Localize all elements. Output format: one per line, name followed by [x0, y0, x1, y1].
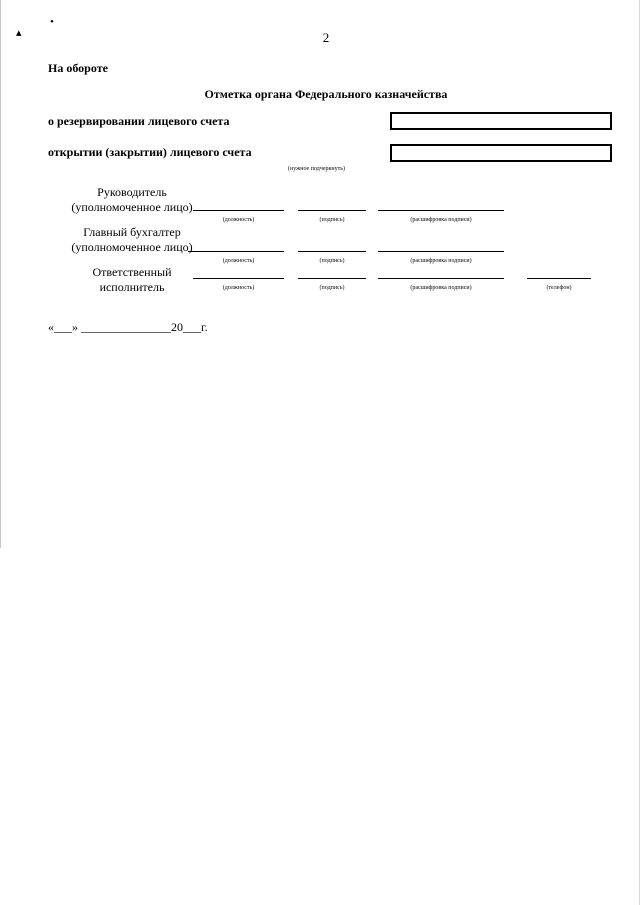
accountant-role-line2: (уполномоченное лицо) [71, 240, 193, 254]
executor-signature-line[interactable] [298, 278, 366, 279]
executor-role-line2: исполнитель [99, 280, 165, 294]
head-decoding-caption: (расшифровка подписи) [410, 217, 472, 223]
head-role-line1: Руководитель [97, 185, 167, 199]
accountant-position-caption: (должность) [222, 258, 255, 264]
executor-signature-caption: (подпись) [319, 285, 345, 291]
underline-note: (нужное подчеркнуть) [288, 166, 345, 172]
executor-position-caption: (должность) [222, 285, 255, 291]
head-signature-caption: (подпись) [319, 217, 345, 223]
executor-role-line1: Ответственный [92, 265, 172, 279]
head-role-line2: (уполномоченное лицо) [71, 200, 193, 214]
page-number: 2 [322, 30, 330, 45]
section-title: Отметка органа Федерального казначейства [204, 87, 448, 101]
executor-phone-caption: (телефон) [546, 285, 572, 291]
executor-role [48, 265, 216, 295]
scan-triangle-mark: ▴ [16, 27, 22, 39]
head-decoding-line[interactable] [378, 210, 504, 211]
accountant-signature-caption: (подпись) [319, 258, 345, 264]
reservation-field-box[interactable] [390, 112, 612, 130]
scan-edge-left [0, 0, 1, 548]
accountant-signature-line[interactable] [298, 251, 366, 252]
head-position-line[interactable] [193, 210, 284, 211]
reservation-label: о резервировании лицевого счета [48, 114, 230, 128]
executor-decoding-caption: (расшифровка подписи) [410, 285, 472, 291]
accountant-role-line1: Главный бухгалтер [83, 225, 181, 239]
head-position-caption: (должность) [222, 217, 255, 223]
executor-phone-line[interactable] [527, 278, 591, 279]
date-line[interactable]: «___» _______________20___г. [48, 320, 208, 334]
heading-back-side: На обороте [48, 61, 108, 75]
opening-closing-field-box[interactable] [390, 144, 612, 162]
head-role [48, 185, 216, 215]
head-signature-line[interactable] [298, 210, 366, 211]
executor-decoding-line[interactable] [378, 278, 504, 279]
executor-position-line[interactable] [193, 278, 284, 279]
scan-dot-mark: • [50, 16, 54, 28]
accountant-decoding-caption: (расшифровка подписи) [410, 258, 472, 264]
accountant-position-line[interactable] [188, 251, 284, 252]
opening-closing-label: открытии (закрытии) лицевого счета [48, 145, 252, 159]
accountant-decoding-line[interactable] [378, 251, 504, 252]
